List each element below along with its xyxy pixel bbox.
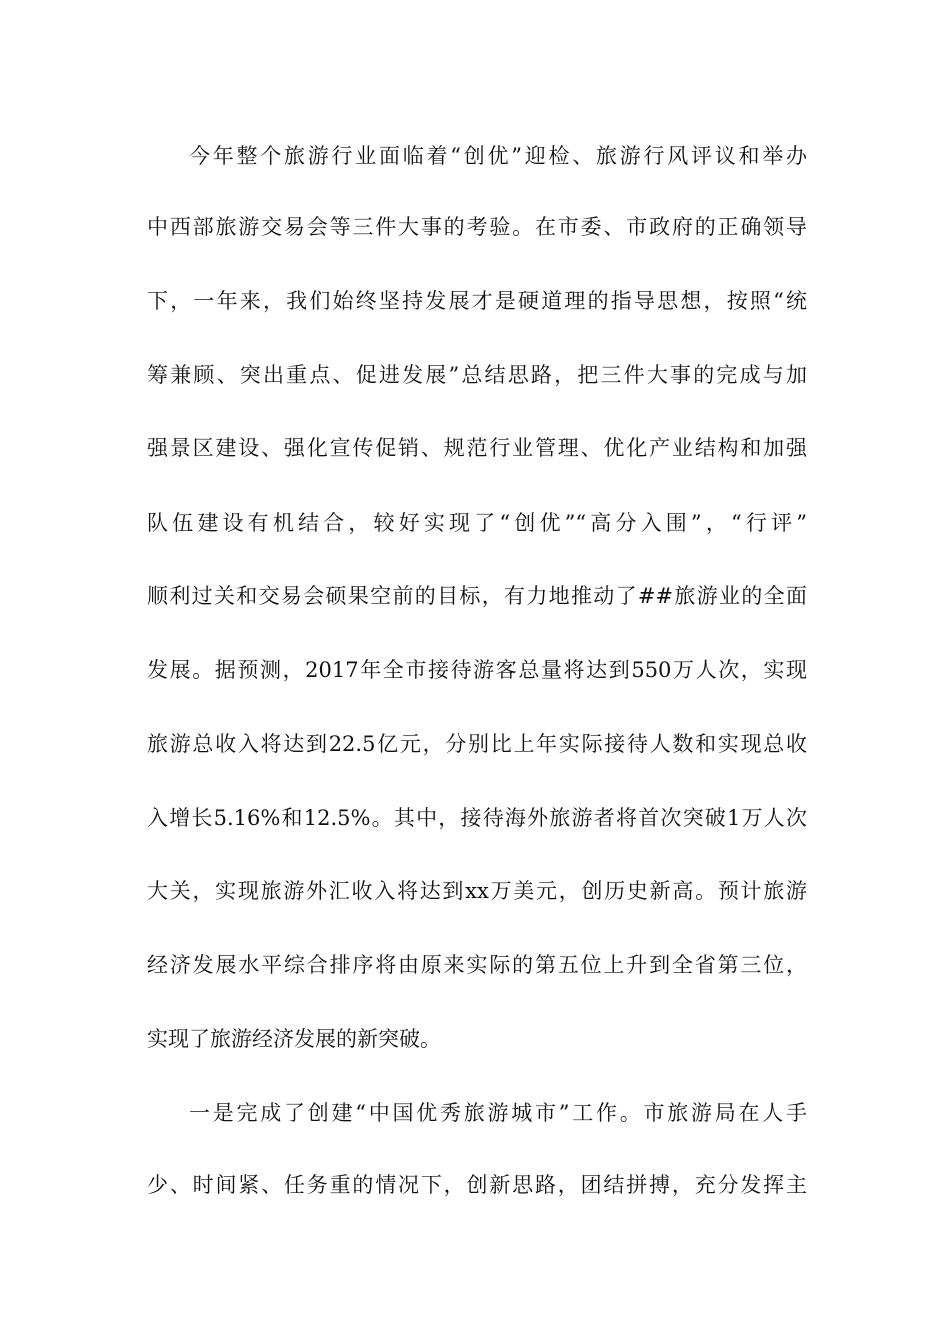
paragraph-1-line-4: 筹兼顾、突出重点、促进发展”总结思路，把三件大事的完成与加 bbox=[147, 363, 807, 387]
paragraph-2-line-1: 一是完成了创建“中国优秀旅游城市”工作。市旅游局在人手 bbox=[189, 1101, 807, 1125]
paragraph-1-line-13: 实现了旅游经济发展的新突破。 bbox=[147, 1027, 441, 1051]
paragraph-1-line-1: 今年整个旅游行业面临着“创优”迎检、旅游行风评议和举办 bbox=[189, 144, 807, 168]
paragraph-2-line-2: 少、时间紧、任务重的情况下，创新思路，团结拼搏，充分发挥主 bbox=[147, 1173, 807, 1197]
paragraph-1-line-9: 旅游总收入将达到22.5亿元，分别比上年实际接待人数和实现总收 bbox=[147, 732, 807, 756]
paragraph-1-line-2: 中西部旅游交易会等三件大事的考验。在市委、市政府的正确领导 bbox=[147, 215, 807, 239]
paragraph-1-line-11: 大关，实现旅游外汇收入将达到xx万美元，创历史新高。预计旅游 bbox=[147, 879, 807, 903]
paragraph-1-line-5: 强景区建设、强化宣传促销、规范行业管理、优化产业结构和加强 bbox=[147, 436, 807, 460]
paragraph-1-line-7: 顺利过关和交易会硕果空前的目标，有力地推动了##旅游业的全面 bbox=[147, 584, 807, 608]
paragraph-1-line-8: 发展。据预测，2017年全市接待游客总量将达到550万人次，实现 bbox=[147, 658, 807, 682]
paragraph-1-line-6: 队伍建设有机结合，较好实现了“创优”“高分入围”，“行评” bbox=[147, 511, 807, 535]
paragraph-1-line-3: 下，一年来，我们始终坚持发展才是硬道理的指导思想，按照“统 bbox=[147, 289, 807, 313]
paragraph-1-line-12: 经济发展水平综合排序将由原来实际的第五位上升到全省第三位， bbox=[147, 953, 807, 977]
paragraph-1-line-10: 入增长5.16%和12.5%。其中，接待海外旅游者将首次突破1万人次 bbox=[147, 806, 807, 830]
